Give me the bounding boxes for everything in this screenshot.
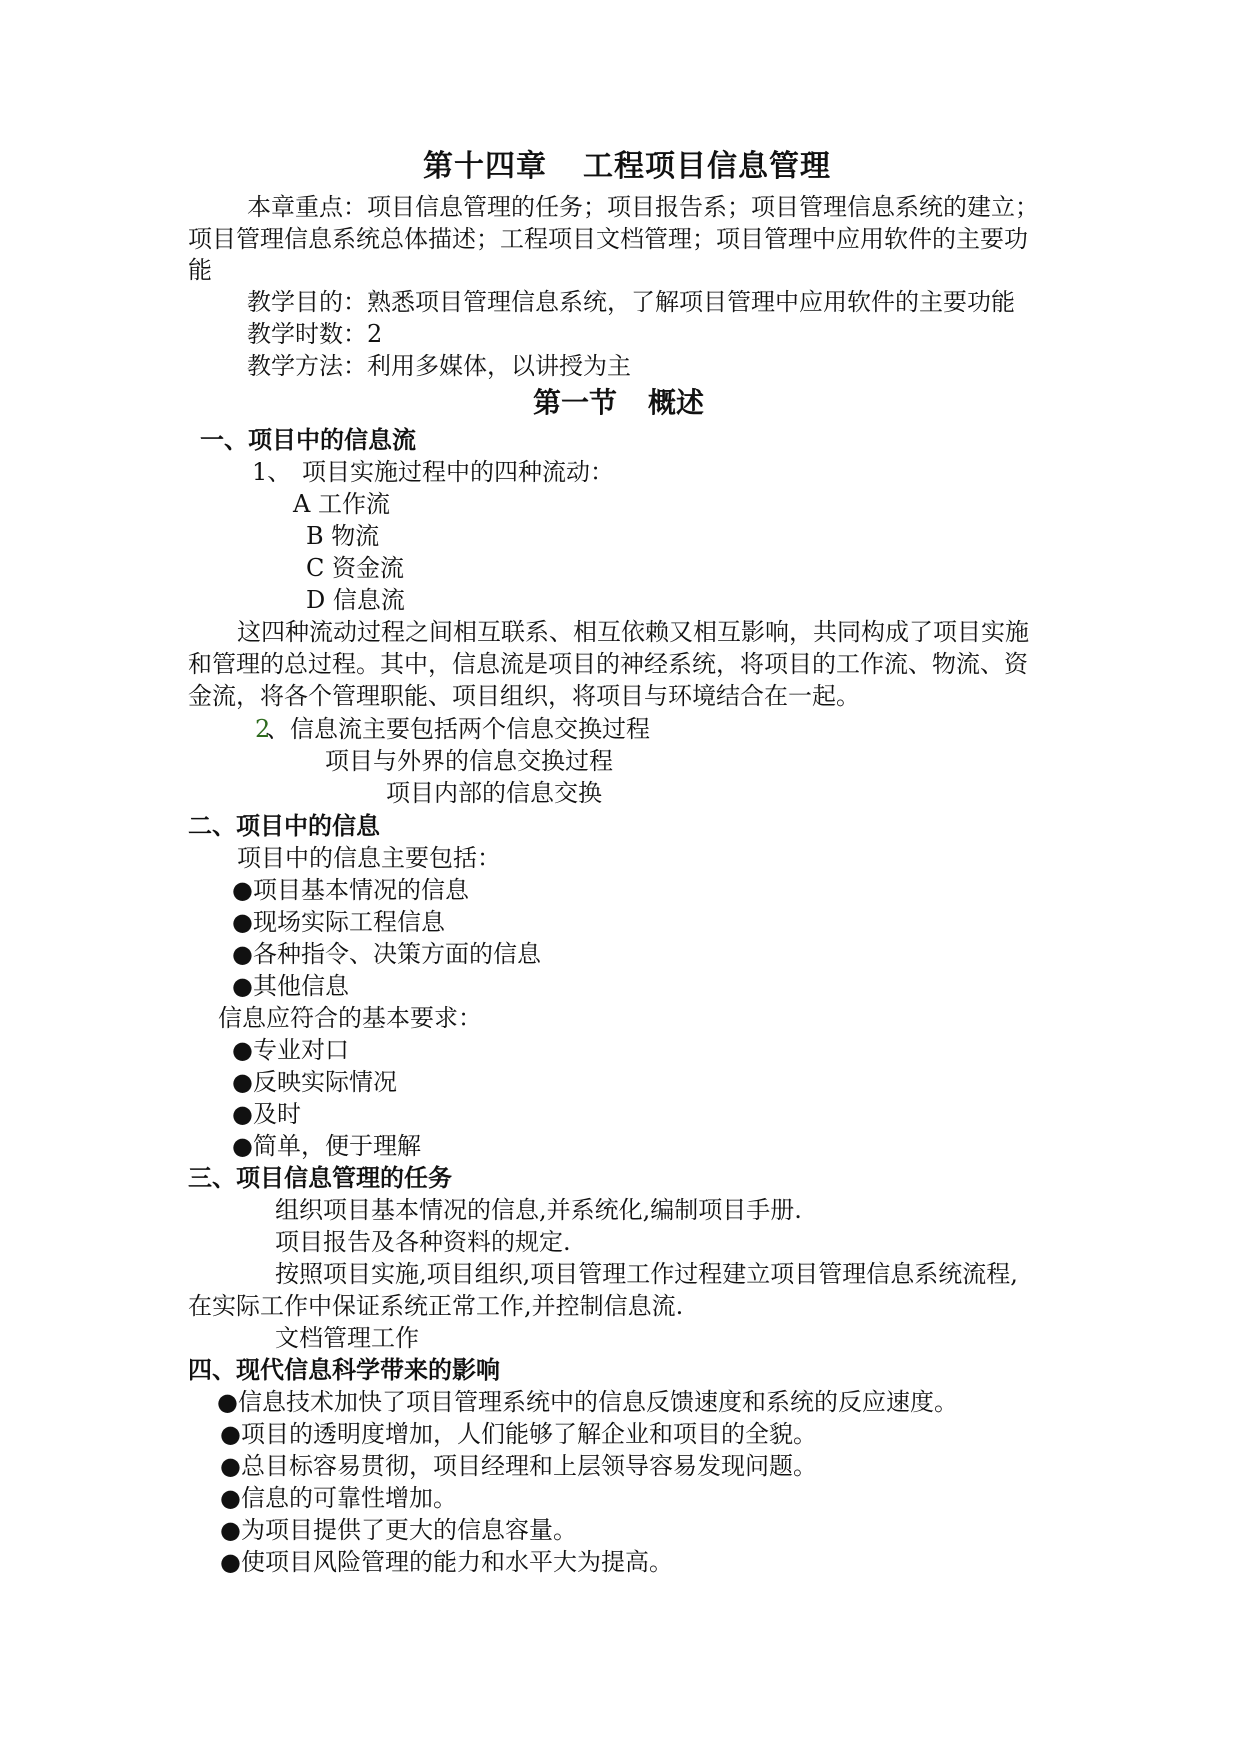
requirement-item: ●及时 bbox=[232, 1100, 301, 1128]
teaching-method: 教学方法：利用多媒体，以讲授为主 bbox=[247, 352, 631, 380]
heading-information-flow: 一、项目中的信息流 bbox=[200, 426, 416, 454]
info-item: ●其他信息 bbox=[232, 972, 349, 1000]
item-2-number: 2 bbox=[255, 715, 271, 743]
task-line-4: 文档管理工作 bbox=[275, 1324, 419, 1352]
item-1-number: 1、 bbox=[252, 458, 292, 486]
section-title: 概述 bbox=[648, 386, 705, 419]
item-2-text: 、信息流主要包括两个信息交换过程 bbox=[266, 715, 650, 743]
impact-item: ●信息技术加快了项目管理系统中的信息反馈速度和系统的反应速度。 bbox=[217, 1388, 958, 1416]
task-line-3a: 按照项目实施,项目组织,项目管理工作过程建立项目管理信息系统流程, bbox=[275, 1260, 1018, 1288]
heading-project-information: 二、项目中的信息 bbox=[188, 812, 380, 840]
chapter-title-number: 第十四章 bbox=[423, 149, 547, 184]
impact-item: ●为项目提供了更大的信息容量。 bbox=[220, 1516, 577, 1544]
flow-material: B 物流 bbox=[306, 522, 380, 550]
task-line-2: 项目报告及各种资料的规定. bbox=[275, 1228, 571, 1256]
key-points-line-2: 项目管理信息系统总体描述；工程项目文档管理；项目管理中应用软件的主要功 bbox=[188, 225, 1028, 253]
teaching-goal: 教学目的：熟悉项目管理信息系统，了解项目管理中应用软件的主要功能 bbox=[247, 288, 1015, 316]
requirement-item: ●简单，便于理解 bbox=[232, 1132, 421, 1160]
exchange-internal: 项目内部的信息交换 bbox=[386, 779, 602, 807]
impact-item: ●项目的透明度增加，人们能够了解企业和项目的全貌。 bbox=[220, 1420, 817, 1448]
paragraph-line-3: 金流，将各个管理职能、项目组织，将项目与环境结合在一起。 bbox=[188, 682, 860, 710]
flow-work: A 工作流 bbox=[293, 490, 390, 518]
requirements-intro: 信息应符合的基本要求： bbox=[218, 1004, 482, 1032]
key-points-line-3: 能 bbox=[188, 256, 212, 284]
impact-item: ●使项目风险管理的能力和水平大为提高。 bbox=[220, 1548, 673, 1576]
key-points-line-1: 本章重点：项目信息管理的任务；项目报告系；项目管理信息系统的建立； bbox=[247, 193, 1039, 221]
info-item: ●项目基本情况的信息 bbox=[232, 876, 469, 904]
item-1-text: 项目实施过程中的四种流动： bbox=[302, 458, 614, 486]
exchange-external: 项目与外界的信息交换过程 bbox=[325, 747, 613, 775]
info-item: ●现场实际工程信息 bbox=[232, 908, 445, 936]
task-line-1: 组织项目基本情况的信息,并系统化,编制项目手册. bbox=[275, 1196, 802, 1224]
paragraph-line-1: 这四种流动过程之间相互联系、相互依赖又相互影响，共同构成了项目实施 bbox=[237, 618, 1029, 646]
requirement-item: ●反映实际情况 bbox=[232, 1068, 397, 1096]
flow-information: D 信息流 bbox=[306, 586, 405, 614]
requirement-item: ●专业对口 bbox=[232, 1036, 349, 1064]
chapter-title: 工程项目信息管理 bbox=[583, 149, 831, 184]
flow-capital: C 资金流 bbox=[306, 554, 404, 582]
info-intro: 项目中的信息主要包括： bbox=[237, 844, 501, 872]
impact-item: ●总目标容易贯彻，项目经理和上层领导容易发现问题。 bbox=[220, 1452, 817, 1480]
heading-management-tasks: 三、项目信息管理的任务 bbox=[188, 1164, 452, 1192]
section-title-number: 第一节 bbox=[533, 386, 618, 419]
impact-item: ●信息的可靠性增加。 bbox=[220, 1484, 457, 1512]
paragraph-line-2: 和管理的总过程。其中，信息流是项目的神经系统，将项目的工作流、物流、资 bbox=[188, 650, 1028, 678]
heading-modern-impact: 四、现代信息科学带来的影响 bbox=[188, 1356, 500, 1384]
teaching-hours: 教学时数：2 bbox=[247, 320, 383, 348]
info-item: ●各种指令、决策方面的信息 bbox=[232, 940, 541, 968]
task-line-3b: 在实际工作中保证系统正常工作,并控制信息流. bbox=[188, 1292, 684, 1320]
